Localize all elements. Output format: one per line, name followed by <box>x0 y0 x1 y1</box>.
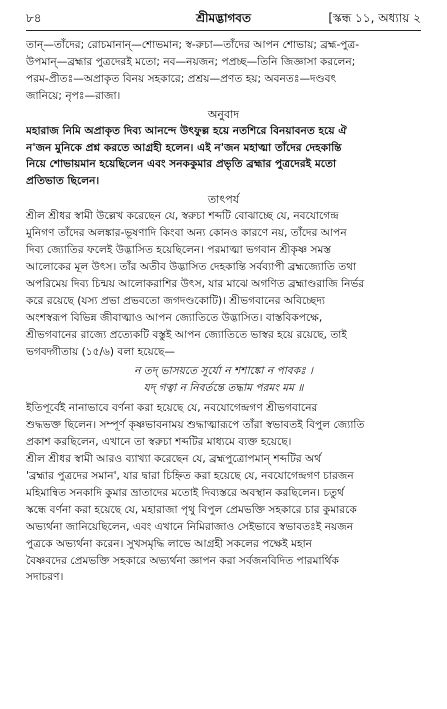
verse-line: ন তদ্ ভাসয়তে সূর্যো ন শশাঙ্কো ন পাবকঃ । <box>134 365 313 378</box>
verse-line: যদ্ গত্বা ন নিবর্তন্তে তদ্ধাম পরমং মম ॥ <box>143 382 304 395</box>
purport-line: বৈষ্ণবদের প্রেমভক্তি সহকারে অভ্যর্থনা জ্ঞাপন করা সর্বজনবিদিত পারমার্থিক <box>26 554 339 567</box>
synonym-line: পরম-প্রীতঃ—অপ্রাকৃত বিনয় সহকারে; প্রশ্রয়—প্রণত হয়; অবনতঃ—দণ্ডবৎ <box>26 72 337 85</box>
purport-line: মহিমান্বিত সনকাদি কুমার ভ্রাতাদের মতোই দিব্যস্তরে অবস্থান করছিলেন। চতুর্থ <box>26 486 344 499</box>
translation-heading: অনুবাদ <box>207 107 240 121</box>
page-header <box>26 6 421 30</box>
purport-paragraph <box>26 451 421 586</box>
purport-line: শ্রীল শ্রীধর স্বামী উল্লেখ করেছেন যে, স্বরুচা শব্দটি বোঝাচ্ছে যে, নবযোগেন্দ্র <box>26 210 339 223</box>
verse-quote <box>26 363 421 397</box>
header-rule <box>26 30 421 31</box>
translation-line: ন'জন মুনিকে প্রশ্ন করতে আগ্রহী হলেন। এই ন'জন মহাত্মা তাঁদের দেহকান্তি <box>26 141 342 154</box>
translation-line: মহারাজ নিমি অপ্রাকৃত দিব্য আনন্দে উৎফুল্ল হয়ে নতশিরে বিনয়াবনত হয়ে ঐ <box>26 124 347 137</box>
purport-line: শ্রীভগবানের রাজ্যে প্রত্যেকটি বস্তুই আপন জ্যোতিতে ভাস্বর হয়ে রয়েছে, তাই <box>26 328 347 341</box>
page-number: ৮৪ <box>26 11 42 25</box>
purport-heading: তাৎপর্য <box>207 193 240 207</box>
purport-line: অপরিমেয় দিব্য চিন্ময় আলোকরাশির উৎস, যার মাঝে অগণিত ব্রহ্মাণ্ডরাজি নির্ভর <box>26 277 365 290</box>
purport-line: ভগবদ্গীতায় (১৫/৬) বলা হয়েছে— <box>26 345 175 358</box>
book-title: শ্রীমদ্ভাগবত <box>195 11 251 25</box>
purport-line: ইতিপূর্বেই নানাভাবে বর্ণনা করা হয়েছে যে, নবযোগেন্দ্রগণ শ্রীভগবানের <box>26 402 318 415</box>
translation-block <box>26 123 421 191</box>
synonym-line: উপমান্—ব্রহ্মার পুত্রদেরই মতো; নব—নয়জন; পপ্রচ্ছ—তিনি জিজ্ঞাসা করলেন; <box>26 55 356 68</box>
purport-line: করে রয়েছে (যস্য প্রভা প্রভবতো জগদণ্ডকোটি)। শ্রীভগবানের অবিচ্ছেদ্য <box>26 294 325 307</box>
section-reference: [স্কন্ধ ১১, অধ্যায় ২ <box>328 11 421 25</box>
purport-line: অভ্যর্থনা জানিয়েছিলেন, এবং এখানে নিমিরাজাও সেইভাবে স্বভাবতঃই নয়জন <box>26 520 354 533</box>
purport-line: অংশস্বরূপ বিভিন্ন জীবাত্মাও আপন জ্যোতিতে উদ্ভাসিত। বাস্তবিকপক্ষে, <box>26 311 323 324</box>
purport-line: পুত্রকে অভ্যর্থনা করেন। সুখসমৃদ্ধি লাভে আগ্রহী সকলের পক্ষেই মহান <box>26 537 312 550</box>
translation-line: প্রতিভাত ছিলেন। <box>26 175 100 188</box>
purport-line: 'ব্রহ্মার পুত্রদের সমান', যার দ্বারা চিহ্নিত করা হয়েছে যে, নবযোগেন্দ্রগণ চারজন <box>26 470 354 483</box>
synonym-line: জানিয়ে; নৃপঃ—রাজা। <box>26 89 121 102</box>
synonyms-block <box>26 37 421 105</box>
purport-line: শুদ্ধভক্ত ছিলেন। সম্পূর্ণ কৃষ্ণভাবনাময় শুদ্ধাত্মারূপে তাঁরা স্বভাবতই বিপুল জ্যোতি <box>26 419 365 432</box>
purport-line: মুনিগণ তাঁদের অলঙ্কার-ভূষণাদি কিংবা অন্য কোনও কারণে নয়, তাঁদের আপন <box>26 227 347 240</box>
purport-paragraph <box>26 400 421 451</box>
purport-line: প্রকাশ করছিলেন, এখানে তা স্বরুচা শব্দটির মাধ্যমে ব্যক্ত হয়েছে। <box>26 436 292 449</box>
purport-line: শ্রীল শ্রীধর স্বামী আরও ব্যাখ্যা করেছেন যে, ব্রহ্মপুত্রোপমান্ শব্দটির অর্থ <box>26 453 322 466</box>
purport-line: দিব্য জ্যোতির ফলেই উদ্ভাসিত হয়েছিলেন। পরমাত্মা ভগবান শ্রীকৃষ্ণ সমস্ত <box>26 244 332 257</box>
purport-line: আলোকের মূল উৎস। তাঁর অতীব উদ্ভাসিত দেহকান্তি সর্বব্যাপী ব্রহ্মজ্যোতি তথা <box>26 260 357 273</box>
synonym-line: তান্—তাঁদের; রোচমানান্—শোভমান; স্ব-রুচা—তাঁদের আপন শোভায়; ব্রহ্ম-পুত্র- <box>26 39 360 51</box>
purport-paragraph <box>26 208 421 360</box>
purport-line: সদাচরণ। <box>26 571 64 584</box>
purport-line: স্কন্ধে বর্ণনা করা হয়েছে যে, মহারাজা পৃথু বিপুল প্রেমভক্তি সহকারে চার কুমারকে <box>26 503 357 516</box>
translation-line: নিয়ে শোভায়মান হয়েছিলেন এবং সনককুমার প্রভৃতি ব্রহ্মার পুত্রদেরই মতো <box>26 158 337 171</box>
